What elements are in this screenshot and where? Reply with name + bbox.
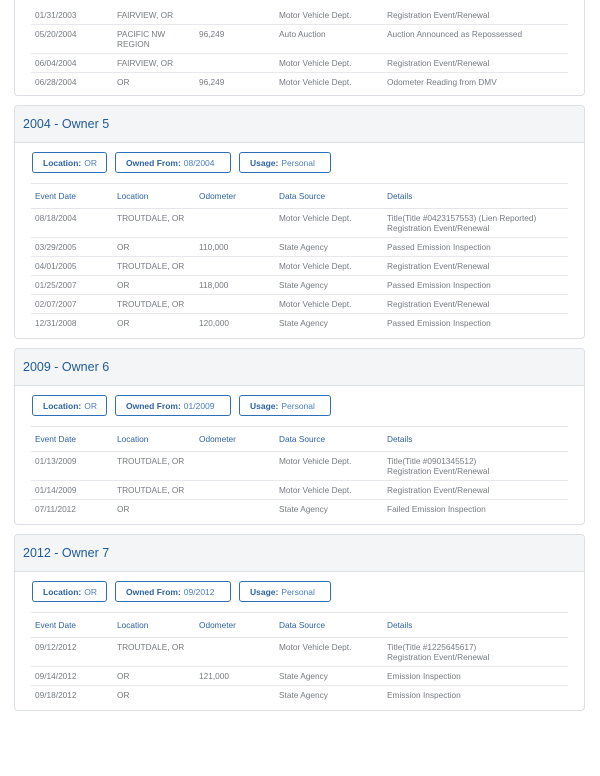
details-cell: Passed Emission Inspection	[383, 238, 568, 257]
data-source-cell: Motor Vehicle Dept.	[275, 257, 383, 276]
details-cell: Registration Event/Renewal	[383, 6, 568, 25]
location-chip[interactable]	[32, 152, 107, 173]
odometer-cell	[195, 452, 275, 481]
data-source-cell: State Agency	[275, 667, 383, 686]
col-header-event-date: Event Date	[31, 184, 113, 209]
event-table	[31, 612, 568, 704]
location-chip-label: Location:	[43, 586, 82, 597]
event-table	[31, 6, 568, 91]
odometer-cell: 110,000	[195, 238, 275, 257]
owned-from-chip-label: Owned From:	[126, 400, 181, 411]
location-cell: TROUTDALE, OR	[113, 452, 195, 481]
table-row	[31, 295, 568, 314]
event-table-body	[31, 6, 568, 91]
usage-chip[interactable]	[239, 581, 331, 602]
owner-card	[14, 105, 585, 339]
table-row	[31, 276, 568, 295]
event-date-cell: 09/14/2012	[31, 667, 113, 686]
odometer-cell	[195, 481, 275, 500]
details-cell: Title(Title #0901345512) Registration Event/Renewal	[383, 452, 568, 481]
col-header-details: Details	[383, 184, 568, 209]
table-row	[31, 257, 568, 276]
event-date-cell: 01/25/2007	[31, 276, 113, 295]
owned-from-chip-value: 08/2004	[183, 157, 215, 168]
col-header-odometer: Odometer	[195, 184, 275, 209]
odometer-cell	[195, 6, 275, 25]
table-row	[31, 638, 568, 667]
owner-cards	[14, 105, 585, 711]
data-source-cell: Motor Vehicle Dept.	[275, 6, 383, 25]
event-table-body	[31, 209, 568, 333]
usage-chip-value: Personal	[281, 157, 315, 168]
event-date-cell: 12/31/2008	[35, 318, 77, 328]
owner-chips	[32, 152, 568, 173]
odometer-cell: 121,000	[195, 667, 275, 686]
usage-chip-value: Personal	[281, 400, 315, 411]
event-table-header	[31, 427, 568, 452]
table-row	[31, 481, 568, 500]
owner-chips	[32, 581, 568, 602]
details-cell: Emission Inspection	[383, 667, 568, 686]
table-row	[31, 238, 568, 257]
table-row	[31, 667, 568, 686]
header-row	[31, 184, 568, 209]
owned-from-chip[interactable]	[115, 152, 231, 173]
col-header-data-source: Data Source	[275, 613, 383, 638]
owner-chips	[32, 395, 568, 416]
data-source-cell: Motor Vehicle Dept.	[275, 452, 383, 481]
col-header-details: Details	[383, 427, 568, 452]
location-cell: OR	[113, 238, 195, 257]
details-cell: Registration Event/Renewal	[383, 54, 568, 73]
owner-title: 2009 - Owner 6	[15, 349, 584, 386]
header-row	[31, 613, 568, 638]
details-cell: Title(Title #0423157553) (Lien Reported) Registration Event/Renewal	[383, 209, 568, 238]
details-cell: Registration Event/Renewal	[383, 257, 568, 276]
data-source-cell: Motor Vehicle Dept.	[275, 295, 383, 314]
data-source-cell: Motor Vehicle Dept.	[275, 209, 383, 238]
col-header-data-source: Data Source	[275, 184, 383, 209]
location-cell: OR	[117, 318, 130, 328]
odometer-cell	[195, 500, 275, 519]
event-date-cell: 01/14/2009	[31, 481, 113, 500]
location-cell: FAIRVIEW, OR	[113, 6, 195, 25]
table-row	[31, 54, 568, 73]
location-cell: OR	[117, 690, 130, 700]
location-cell: TROUTDALE, OR	[113, 257, 195, 276]
details-cell: Auction Announced as Repossessed	[383, 25, 568, 54]
details-cell: Title(Title #1225645617) Registration Event/Renewal	[383, 638, 568, 667]
odometer-cell: 120,000	[199, 318, 229, 328]
owned-from-chip-label: Owned From:	[126, 586, 181, 597]
location-chip-value: OR	[84, 400, 97, 411]
location-cell: OR	[117, 77, 130, 87]
col-header-location: Location	[113, 184, 195, 209]
col-header-odometer: Odometer	[195, 427, 275, 452]
usage-chip-label: Usage:	[250, 586, 279, 597]
data-source-cell: State Agency	[275, 238, 383, 257]
event-table-body	[31, 452, 568, 519]
location-cell: OR	[117, 504, 130, 514]
event-date-cell: 04/01/2005	[31, 257, 113, 276]
table-row	[31, 500, 568, 519]
location-chip-label: Location:	[43, 157, 82, 168]
owner-card	[14, 534, 585, 711]
location-cell: FAIRVIEW, OR	[113, 54, 195, 73]
location-chip-value: OR	[84, 157, 97, 168]
owned-from-chip-value: 01/2009	[183, 400, 215, 411]
odometer-cell: 96,249	[199, 77, 225, 87]
odometer-cell: 118,000	[195, 276, 275, 295]
data-source-cell: Motor Vehicle Dept.	[275, 54, 383, 73]
col-header-location: Location	[113, 427, 195, 452]
event-date-cell: 06/04/2004	[31, 54, 113, 73]
owned-from-chip[interactable]	[115, 395, 231, 416]
usage-chip-value: Personal	[281, 586, 315, 597]
col-header-location: Location	[113, 613, 195, 638]
location-cell: TROUTDALE, OR	[113, 638, 195, 667]
data-source-cell: State Agency	[279, 318, 328, 328]
odometer-cell	[195, 295, 275, 314]
col-header-data-source: Data Source	[275, 427, 383, 452]
vehicle-history-report	[14, 0, 585, 720]
odometer-cell	[195, 638, 275, 667]
odometer-cell	[195, 686, 275, 705]
event-table	[31, 183, 568, 332]
event-date-cell: 06/28/2004	[35, 77, 77, 87]
location-cell: TROUTDALE, OR	[113, 295, 195, 314]
event-table	[31, 426, 568, 518]
event-date-cell: 09/18/2012	[35, 690, 77, 700]
table-row	[31, 314, 568, 333]
col-header-details: Details	[383, 613, 568, 638]
details-cell: Passed Emission Inspection	[387, 318, 491, 328]
data-source-cell: Motor Vehicle Dept.	[275, 481, 383, 500]
col-header-event-date: Event Date	[31, 427, 113, 452]
owned-from-chip[interactable]	[115, 581, 231, 602]
owner-title: 2004 - Owner 5	[15, 106, 584, 143]
data-source-cell: State Agency	[279, 690, 328, 700]
header-row	[31, 427, 568, 452]
data-source-cell: Motor Vehicle Dept.	[279, 77, 352, 87]
odometer-cell	[195, 257, 275, 276]
odometer-cell	[195, 209, 275, 238]
owner-card	[14, 348, 585, 525]
location-cell: PACIFIC NW REGION	[113, 25, 195, 54]
location-cell: TROUTDALE, OR	[113, 481, 195, 500]
usage-chip-label: Usage:	[250, 157, 279, 168]
event-table-body	[31, 638, 568, 705]
previous-owner-card	[14, 0, 585, 96]
usage-chip-label: Usage:	[250, 400, 279, 411]
data-source-cell: Motor Vehicle Dept.	[275, 638, 383, 667]
event-date-cell: 03/29/2005	[31, 238, 113, 257]
usage-chip[interactable]	[239, 395, 331, 416]
usage-chip[interactable]	[239, 152, 331, 173]
event-table-header	[31, 184, 568, 209]
details-cell: Odometer Reading from DMV	[387, 77, 497, 87]
odometer-cell	[195, 54, 275, 73]
location-chip[interactable]	[32, 581, 107, 602]
location-chip-value: OR	[84, 586, 97, 597]
owned-from-chip-label: Owned From:	[126, 157, 181, 168]
data-source-cell: Auto Auction	[275, 25, 383, 54]
data-source-cell: State Agency	[279, 504, 328, 514]
owner-card-body	[15, 143, 584, 338]
event-date-cell: 07/11/2012	[35, 504, 76, 514]
odometer-cell: 96,249	[195, 25, 275, 54]
details-cell: Registration Event/Renewal	[383, 295, 568, 314]
location-cell: OR	[113, 276, 195, 295]
table-row	[31, 452, 568, 481]
location-chip-label: Location:	[43, 400, 82, 411]
col-header-odometer: Odometer	[195, 613, 275, 638]
col-header-event-date: Event Date	[31, 613, 113, 638]
event-date-cell: 08/18/2004	[31, 209, 113, 238]
owner-title: 2012 - Owner 7	[15, 535, 584, 572]
table-row	[31, 6, 568, 25]
details-cell: Registration Event/Renewal	[383, 481, 568, 500]
table-row	[31, 73, 568, 92]
event-date-cell: 05/20/2004	[31, 25, 113, 54]
event-date-cell: 01/31/2003	[31, 6, 113, 25]
event-date-cell: 09/12/2012	[31, 638, 113, 667]
details-cell: Emission Inspection	[387, 690, 461, 700]
data-source-cell: State Agency	[275, 276, 383, 295]
details-cell: Failed Emission Inspection	[387, 504, 486, 514]
event-table-header	[31, 613, 568, 638]
location-cell: OR	[113, 667, 195, 686]
table-row	[31, 209, 568, 238]
event-date-cell: 01/13/2009	[31, 452, 113, 481]
table-row	[31, 686, 568, 705]
details-cell: Passed Emission Inspection	[383, 276, 568, 295]
owner-card-body	[15, 572, 584, 710]
owned-from-chip-value: 09/2012	[183, 586, 215, 597]
location-chip[interactable]	[32, 395, 107, 416]
location-cell: TROUTDALE, OR	[113, 209, 195, 238]
table-row	[31, 25, 568, 54]
owner-card-body	[15, 386, 584, 524]
event-date-cell: 02/07/2007	[31, 295, 113, 314]
previous-owner-card-body	[15, 0, 584, 95]
